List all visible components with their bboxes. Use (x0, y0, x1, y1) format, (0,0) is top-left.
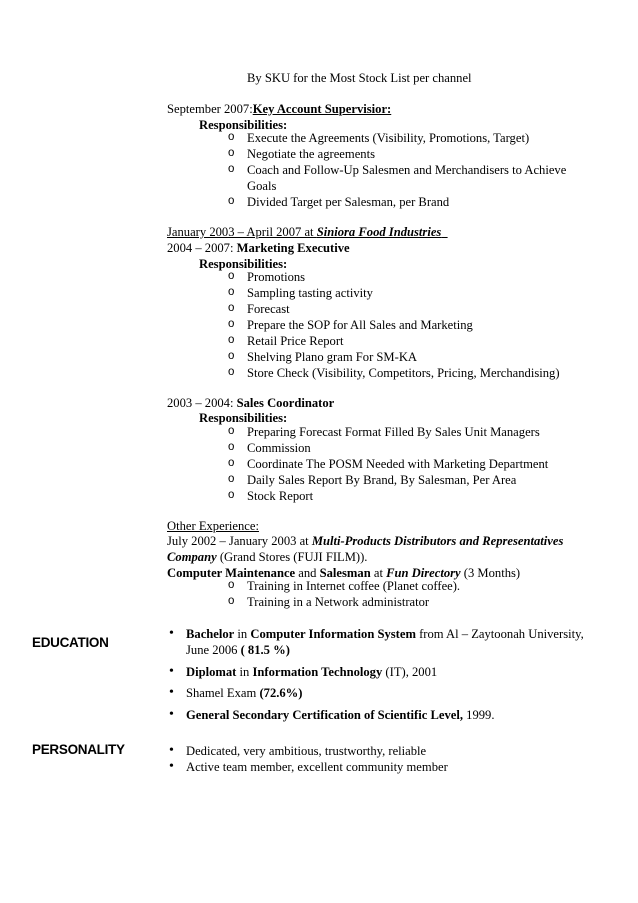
responsibilities-label: Responsibilities: (199, 257, 288, 271)
education-list (167, 626, 587, 723)
list-item: o Forecast (228, 301, 560, 317)
list-item: o Training in Internet coffee (Planet coffee). (228, 578, 460, 594)
responsibilities-label: Responsibilities: (199, 118, 288, 132)
stock-list-line: By SKU for the Most Stock List per channel (247, 71, 472, 85)
list-item: o Promotions (228, 269, 560, 285)
list-item: o Negotiate the agreements (228, 146, 566, 162)
company-name-cont: Company (167, 550, 217, 564)
personality-list (167, 743, 587, 775)
other-experience-line-2 (167, 549, 367, 565)
other-experience-items (228, 578, 460, 610)
role-years: 2003 – 2004: (167, 396, 237, 410)
list-item: o Store Check (Visibility, Competitors, Pricing, Merchandising) (228, 365, 560, 381)
job-heading-marketing (167, 240, 350, 256)
job-title: Key Account Supervisior: (252, 102, 392, 116)
company-name: Fun Directory (386, 566, 461, 580)
role-title: Sales Coordinator (236, 396, 335, 410)
list-item: • Shamel Exam (72.6%) (167, 685, 587, 701)
other-experience-line-1 (167, 533, 563, 549)
list-item: o Stock Report (228, 488, 548, 504)
list-item: • General Secondary Certification of Scientific Level, 1999. (167, 707, 587, 723)
marketing-responsibilities (228, 269, 560, 381)
employment-period: January 2003 – April 2007 at (167, 225, 317, 239)
list-item: o Prepare the SOP for All Sales and Marketing (228, 317, 560, 333)
key-account-responsibilities (228, 130, 566, 210)
education-heading: EDUCATION (32, 635, 109, 650)
role-title: Marketing Executive (236, 241, 350, 255)
job-heading-key-account (167, 101, 391, 117)
employer-siniora (167, 224, 448, 240)
list-item: • Active team member, excellent community member (167, 759, 587, 775)
list-item: o Shelving Plano gram For SM-KA (228, 349, 560, 365)
role-title: Salesman (319, 566, 371, 580)
job-heading-sales-coordinator (167, 395, 334, 411)
employment-period: July 2002 – January 2003 at (167, 534, 312, 548)
list-item: o Sampling tasting activity (228, 285, 560, 301)
list-item: • Diplomat in Information Technology (IT), 2001 (167, 664, 587, 680)
other-experience-line-3: Computer Maintenance and Salesman at Fun Directory (3 Months) (167, 566, 521, 580)
role-title: Computer Maintenance (167, 566, 296, 580)
list-item: o Preparing Forecast Format Filled By Sales Unit Managers (228, 424, 548, 440)
list-item: o Commission (228, 440, 548, 456)
personality-heading: PERSONALITY (32, 742, 125, 757)
list-item: o Coordinate The POSM Needed with Marketing Department (228, 456, 548, 472)
list-item-continuation: Goals (247, 179, 277, 193)
list-item: o Divided Target per Salesman, per Brand (228, 194, 566, 210)
role-years: 2004 – 2007: (167, 241, 237, 255)
list-item: o Training in a Network administrator (228, 594, 460, 610)
other-experience-heading: Other Experience: (167, 519, 259, 533)
duration: (3 Months) (460, 566, 521, 580)
list-item: o Execute the Agreements (Visibility, Promotions, Target) (228, 130, 566, 146)
company-name: Multi-Products Distributors and Representatives (311, 534, 564, 548)
list-item: • Dedicated, very ambitious, trustworthy, reliable (167, 743, 587, 759)
sales-coordinator-responsibilities (228, 424, 548, 504)
company-note: (Grand Stores (FUJI FILM)). (216, 550, 368, 564)
responsibilities-label: Responsibilities: (199, 411, 288, 425)
job-date: September 2007: (167, 102, 253, 116)
list-item: o Coach and Follow-Up Salesmen and Merchandisers to Achieve (228, 162, 566, 178)
company-name: Siniora Food Industries (316, 225, 442, 239)
list-item: o Daily Sales Report By Brand, By Salesman, Per Area (228, 472, 548, 488)
list-item: • Bachelor in Computer Information System from Al – Zaytoonah University, June 2006 ( 81.5 %) (167, 626, 587, 658)
list-item: o Retail Price Report (228, 333, 560, 349)
